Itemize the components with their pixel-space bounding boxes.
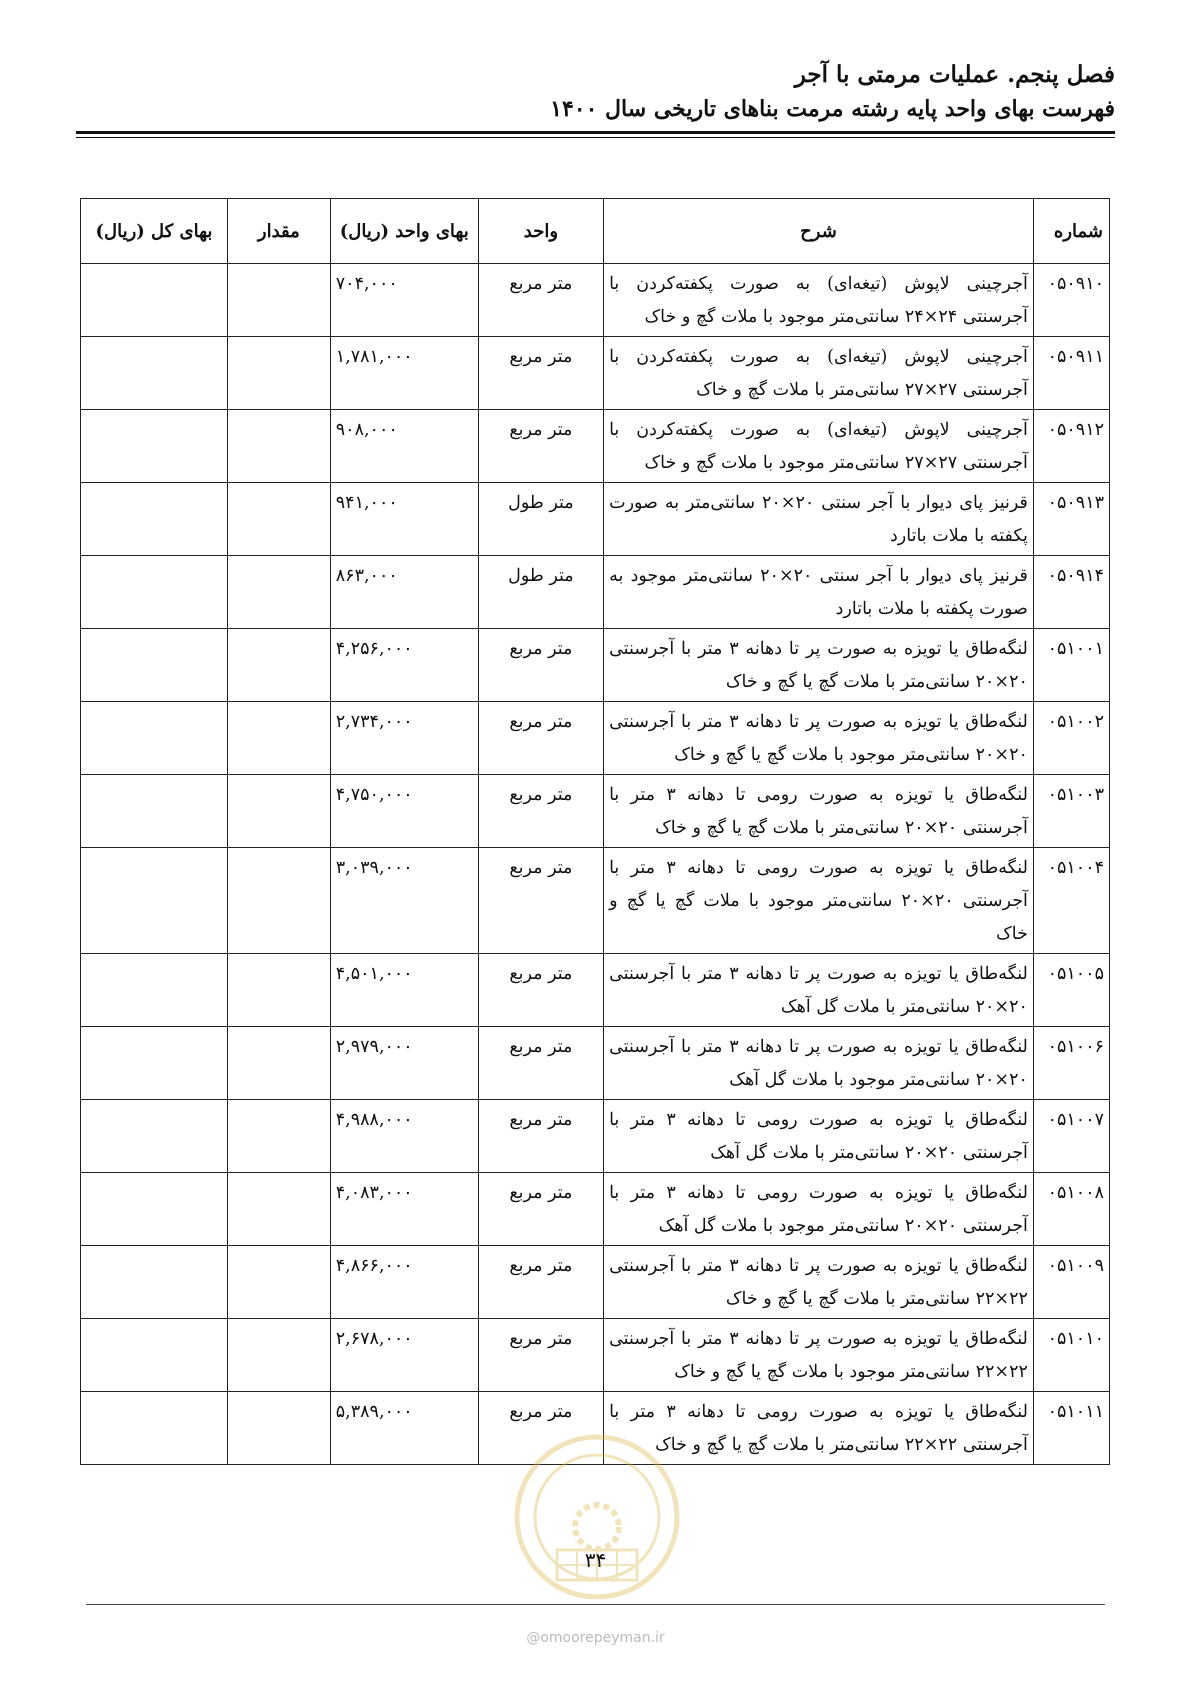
item-code: ۰۵۱۰۰۷: [1033, 1100, 1109, 1173]
item-description: آجرچینی لاپوش (تیغه‌ای) به صورت پکفته‌کردن با آجرسنتی ۲۷×۲۷ سانتی‌متر موجود با ملات گچ و خاک: [604, 410, 1034, 483]
item-unit: متر مربع: [478, 1100, 603, 1173]
page-number: ۳۴: [584, 1548, 607, 1572]
column-header-code: شماره: [1033, 199, 1109, 264]
item-code: ۰۵۰۹۱۲: [1033, 410, 1109, 483]
item-unit: متر مربع: [478, 629, 603, 702]
item-unit-price: ۷۰۴,۰۰۰: [330, 264, 478, 337]
table-row: [81, 483, 1110, 556]
table-row: [81, 1173, 1110, 1246]
item-unit: متر مربع: [478, 264, 603, 337]
item-description: قرنیز پای دیوار با آجر سنتی ۲۰×۲۰ سانتی‌متر موجود به صورت پکفته با ملات باتارد: [604, 556, 1034, 629]
item-quantity: [227, 1173, 330, 1246]
item-unit-price: ۱,۷۸۱,۰۰۰: [330, 337, 478, 410]
item-unit: متر مربع: [478, 337, 603, 410]
item-code: ۰۵۱۰۰۴: [1033, 848, 1109, 954]
item-unit-price: ۲,۷۳۴,۰۰۰: [330, 702, 478, 775]
item-description: قرنیز پای دیوار با آجر سنتی ۲۰×۲۰ سانتی‌متر به صورت پکفته با ملات باتارد: [604, 483, 1034, 556]
item-code: ۰۵۰۹۱۴: [1033, 556, 1109, 629]
table-row: [81, 702, 1110, 775]
item-total: [81, 264, 228, 337]
item-unit-price: ۳,۰۳۹,۰۰۰: [330, 848, 478, 954]
item-unit: متر مربع: [478, 954, 603, 1027]
table-row: [81, 1027, 1110, 1100]
item-unit: متر طول: [478, 483, 603, 556]
item-total: [81, 775, 228, 848]
item-unit: متر طول: [478, 556, 603, 629]
item-total: [81, 1246, 228, 1319]
item-total: [81, 954, 228, 1027]
item-unit-price: ۴,۲۵۶,۰۰۰: [330, 629, 478, 702]
table-row: [81, 1319, 1110, 1392]
item-quantity: [227, 337, 330, 410]
item-unit: متر مربع: [478, 1027, 603, 1100]
item-description: لنگه‌طاق یا تویزه به صورت پر تا دهانه ۳ متر با آجرسنتی ۲۲×۲۲ سانتی‌متر با ملات گچ یا گچ و خاک: [604, 1246, 1034, 1319]
item-quantity: [227, 954, 330, 1027]
item-description: لنگه‌طاق یا تویزه به صورت پر تا دهانه ۳ متر با آجرسنتی ۲۰×۲۰ سانتی‌متر موجود با ملات گل آهک: [604, 1027, 1034, 1100]
item-code: ۰۵۱۰۰۸: [1033, 1173, 1109, 1246]
item-description: آجرچینی لاپوش (تیغه‌ای) به صورت پکفته‌کردن با آجرسنتی ۲۴×۲۴ سانتی‌متر موجود با ملات گچ و خاک: [604, 264, 1034, 337]
column-header-description: شرح: [604, 199, 1034, 264]
item-total: [81, 1319, 228, 1392]
table-row: [81, 848, 1110, 954]
header-rule-thin: [76, 137, 1115, 138]
item-code: ۰۵۰۹۱۳: [1033, 483, 1109, 556]
item-quantity: [227, 1027, 330, 1100]
item-description: لنگه‌طاق یا تویزه به صورت رومی تا دهانه ۳ متر با آجرسنتی ۲۲×۲۲ سانتی‌متر با ملات گچ یا گچ و خاک: [604, 1392, 1034, 1465]
item-total: [81, 629, 228, 702]
item-quantity: [227, 848, 330, 954]
website-watermark: @omoorepeyman.ir: [526, 1630, 665, 1646]
item-unit-price: ۴,۷۵۰,۰۰۰: [330, 775, 478, 848]
column-header-unit: واحد: [478, 199, 603, 264]
item-total: [81, 1173, 228, 1246]
item-quantity: [227, 483, 330, 556]
item-unit-price: ۴,۰۸۳,۰۰۰: [330, 1173, 478, 1246]
table-row: [81, 1392, 1110, 1465]
item-description: لنگه‌طاق یا تویزه به صورت رومی تا دهانه ۳ متر با آجرسنتی ۲۰×۲۰ سانتی‌متر با ملات گل آهک: [604, 1100, 1034, 1173]
item-unit: متر مربع: [478, 1319, 603, 1392]
item-total: [81, 848, 228, 954]
table-row: [81, 1100, 1110, 1173]
item-total: [81, 1392, 228, 1465]
item-unit-price: ۹۰۸,۰۰۰: [330, 410, 478, 483]
table-row: [81, 337, 1110, 410]
table-row: [81, 556, 1110, 629]
item-description: لنگه‌طاق یا تویزه به صورت رومی تا دهانه ۳ متر با آجرسنتی ۲۰×۲۰ سانتی‌متر با ملات گچ یا گچ و خاک: [604, 775, 1034, 848]
document-subtitle: فهرست بهای واحد پایه رشته مرمت بناهای تاریخی سال ۱۴۰۰: [550, 96, 1115, 122]
item-unit-price: ۲,۹۷۹,۰۰۰: [330, 1027, 478, 1100]
item-code: ۰۵۱۰۰۹: [1033, 1246, 1109, 1319]
item-unit-price: ۹۴۱,۰۰۰: [330, 483, 478, 556]
item-quantity: [227, 702, 330, 775]
item-code: ۰۵۱۰۱۰: [1033, 1319, 1109, 1392]
item-code: ۰۵۰۹۱۰: [1033, 264, 1109, 337]
item-description: آجرچینی لاپوش (تیغه‌ای) به صورت پکفته‌کردن با آجرسنتی ۲۷×۲۷ سانتی‌متر با ملات گچ و خاک: [604, 337, 1034, 410]
item-quantity: [227, 1100, 330, 1173]
item-unit-price: ۴,۸۶۶,۰۰۰: [330, 1246, 478, 1319]
item-description: لنگه‌طاق یا تویزه به صورت پر تا دهانه ۳ متر با آجرسنتی ۲۰×۲۰ سانتی‌متر موجود با ملات گچ یا گچ و خاک: [604, 702, 1034, 775]
item-unit: متر مربع: [478, 702, 603, 775]
item-unit: متر مربع: [478, 410, 603, 483]
table-header-row: [81, 199, 1110, 264]
item-code: ۰۵۱۰۰۱: [1033, 629, 1109, 702]
item-code: ۰۵۱۰۰۶: [1033, 1027, 1109, 1100]
item-unit-price: ۸۶۳,۰۰۰: [330, 556, 478, 629]
item-description: لنگه‌طاق یا تویزه به صورت پر تا دهانه ۳ متر با آجرسنتی ۲۰×۲۰ سانتی‌متر با ملات گل آهک: [604, 954, 1034, 1027]
table-row: [81, 775, 1110, 848]
item-code: ۰۵۱۰۰۳: [1033, 775, 1109, 848]
item-code: ۰۵۰۹۱۱: [1033, 337, 1109, 410]
item-total: [81, 1100, 228, 1173]
item-quantity: [227, 410, 330, 483]
price-list-table: [80, 198, 1110, 1465]
header-rule-thick: [76, 131, 1115, 134]
item-code: ۰۵۱۰۰۵: [1033, 954, 1109, 1027]
page-header: [76, 58, 1115, 126]
table-row: [81, 264, 1110, 337]
column-header-unit-price: بهای واحد (ریال): [330, 199, 478, 264]
item-quantity: [227, 1319, 330, 1392]
item-unit-price: ۲,۶۷۸,۰۰۰: [330, 1319, 478, 1392]
item-quantity: [227, 775, 330, 848]
item-description: لنگه‌طاق یا تویزه به صورت پر تا دهانه ۳ متر با آجرسنتی ۲۰×۲۰ سانتی‌متر با ملات گچ یا گچ و خاک: [604, 629, 1034, 702]
item-unit: متر مربع: [478, 775, 603, 848]
item-unit: متر مربع: [478, 848, 603, 954]
item-unit-price: ۴,۵۰۱,۰۰۰: [330, 954, 478, 1027]
footer-rule: [86, 1604, 1105, 1605]
item-description: لنگه‌طاق یا تویزه به صورت رومی تا دهانه ۳ متر با آجرسنتی ۲۰×۲۰ سانتی‌متر موجود با ملات گچ یا گچ و خاک: [604, 848, 1034, 954]
column-header-quantity: مقدار: [227, 199, 330, 264]
table-row: [81, 410, 1110, 483]
item-code: ۰۵۱۰۰۲: [1033, 702, 1109, 775]
table-row: [81, 954, 1110, 1027]
item-total: [81, 702, 228, 775]
item-quantity: [227, 264, 330, 337]
item-unit-price: ۵,۳۸۹,۰۰۰: [330, 1392, 478, 1465]
item-total: [81, 483, 228, 556]
item-total: [81, 410, 228, 483]
table-row: [81, 1246, 1110, 1319]
item-unit-price: ۴,۹۸۸,۰۰۰: [330, 1100, 478, 1173]
item-total: [81, 1027, 228, 1100]
item-quantity: [227, 556, 330, 629]
item-code: ۰۵۱۰۱۱: [1033, 1392, 1109, 1465]
item-unit: متر مربع: [478, 1246, 603, 1319]
chapter-title: فصل پنجم. عملیات مرمتی با آجر: [794, 61, 1115, 88]
item-description: لنگه‌طاق یا تویزه به صورت رومی تا دهانه ۳ متر با آجرسنتی ۲۰×۲۰ سانتی‌متر موجود با ملات گل آهک: [604, 1173, 1034, 1246]
item-quantity: [227, 1246, 330, 1319]
item-quantity: [227, 1392, 330, 1465]
item-quantity: [227, 629, 330, 702]
item-description: لنگه‌طاق یا تویزه به صورت پر تا دهانه ۳ متر با آجرسنتی ۲۲×۲۲ سانتی‌متر موجود با ملات گچ یا گچ و خاک: [604, 1319, 1034, 1392]
column-header-total: بهای کل (ریال): [81, 199, 228, 264]
item-unit: متر مربع: [478, 1173, 603, 1246]
table-row: [81, 629, 1110, 702]
item-total: [81, 337, 228, 410]
item-total: [81, 556, 228, 629]
item-unit: متر مربع: [478, 1392, 603, 1465]
